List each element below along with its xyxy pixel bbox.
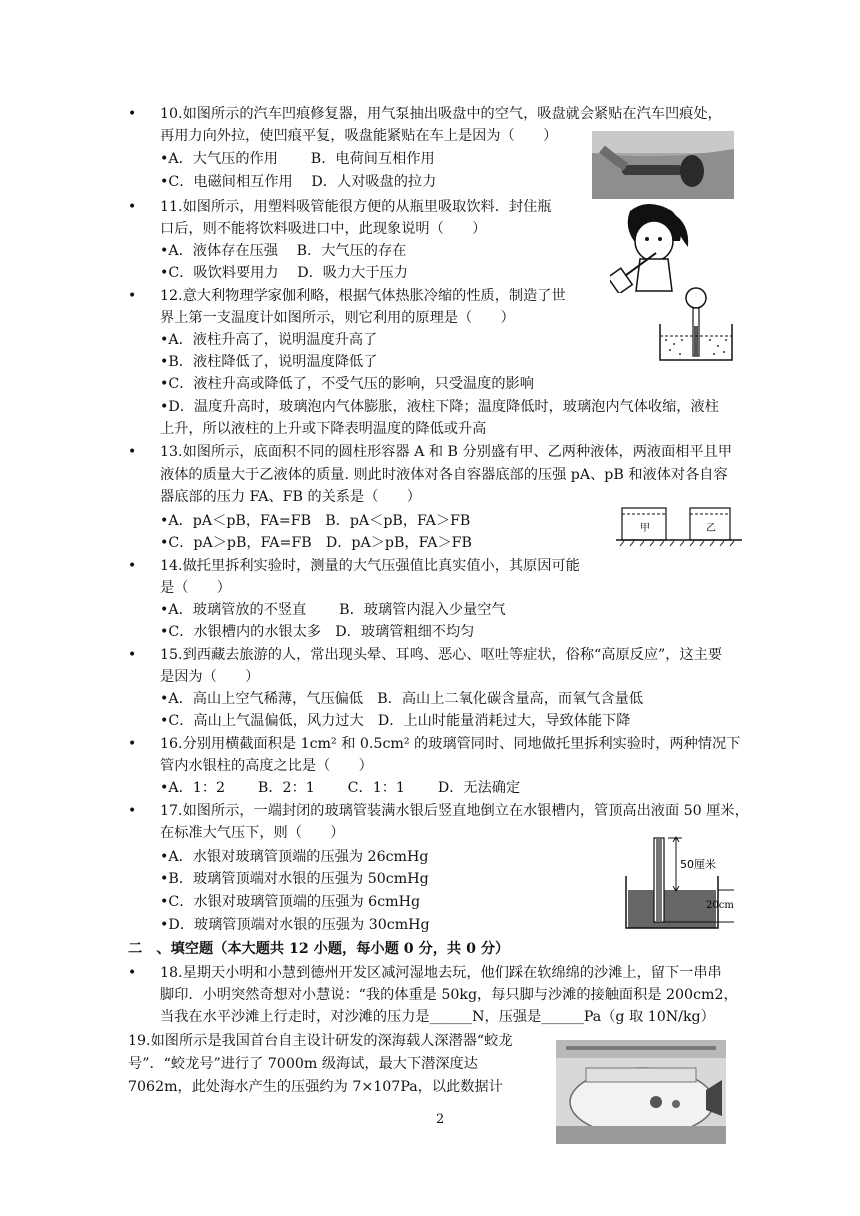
q12-option-d-cont: 上升，所以液柱的上升或下降表明温度的降低或升高	[160, 421, 487, 437]
q19-line-1: 19.如图所示是我国首台自主设计研发的深海载人深潜器“蛟龙	[128, 1033, 513, 1049]
q14-option-ab: •A．玻璃管放的不竖直 B．玻璃管内混入少量空气	[160, 602, 506, 618]
dent-repairer-photo	[592, 131, 734, 199]
q13-option-ab: •A．pA＜pB，FA=FB B．pA＜pB，FA＞FB	[160, 513, 471, 529]
q19-line-2: 号”．“蛟龙号”进行了 7000m 级海试，最大下潜深度达	[128, 1056, 478, 1072]
q11-option-ab: •A．液体存在压强 B．大气压的存在	[160, 243, 407, 259]
q16-options: •A．1：2 B．2：1 C．1：1 D．无法确定	[160, 780, 521, 796]
height-label-20: 20cm	[706, 900, 734, 911]
container-label-yi: 乙	[706, 523, 716, 534]
q18-line-1: 18.星期天小明和小慧到德州开发区减河湿地去玩，他们踩在软绵绵的沙滩上，留下一串串	[160, 965, 722, 981]
girl-drinking-figure	[610, 201, 692, 293]
q10-stem-2: 再用力向外拉，使凹痕平复，吸盘能紧贴在车上是因为（ ）	[160, 128, 558, 144]
q10-stem-1: 10.如图所示的汽车凹痕修复器，用气泵抽出吸盘中的空气，吸盘就会紧贴在汽车凹痕处，	[160, 106, 722, 122]
q17-option-b: •B．玻璃管顶端对水银的压强为 50cmHg	[160, 871, 429, 887]
q15-option-ab: •A．高山上空气稀薄，气压偏低 B．高山上二氧化碳含量高，而氧气含量低	[160, 691, 644, 707]
torricelli-tube-figure	[622, 832, 744, 932]
height-label-50: 50厘米	[680, 858, 716, 871]
q12-option-c: •C．液柱升高或降低了，不受气压的影响，只受温度的影响	[160, 376, 534, 392]
q14-stem-1: 14.做托里拆利实验时，测量的大气压强值比真实值小，其原因可能	[160, 558, 580, 574]
q13-option-cd: •C．pA＞pB，FA=FB D．pA＞pB，FA＞FB	[160, 535, 472, 551]
q13-stem-1: 13.如图所示，底面积不同的圆柱形容器 A 和 B 分别盛有甲、乙两种液体，两液面相平且甲	[160, 444, 733, 460]
q15-stem-2: 是因为（ ）	[160, 669, 260, 685]
q14-stem-2: 是（ ）	[160, 580, 231, 596]
container-label-jia: 甲	[640, 523, 650, 534]
q12-option-d: •D．温度升高时，玻璃泡内气体膨胀，液柱下降；温度降低时，玻璃泡内气体收缩，液柱	[160, 399, 719, 415]
q14-option-cd: •C．水银槽内的水银太多 D．玻璃管粗细不均匀	[160, 624, 475, 640]
bullet: •	[128, 444, 137, 460]
two-containers-figure	[614, 500, 746, 550]
q15-stem-1: 15.到西藏去旅游的人，常出现头晕、耳鸣、恶心、呕吐等症状，俗称“高原反应”，这主要	[160, 647, 723, 663]
q17-option-a: •A．水银对玻璃管顶端的压强为 26cmHg	[160, 849, 429, 865]
bullet: •	[128, 647, 137, 663]
q12-option-a: •A．液柱升高了，说明温度升高了	[160, 332, 378, 348]
q12-stem-1: 12.意大利物理学家伽利略，根据气体热胀冷缩的性质，制造了世	[160, 288, 566, 304]
q18-line-3: 当我在水平沙滩上行走时，对沙滩的压力是______N，压强是______Pa（g 取 10N/kg）	[160, 1009, 715, 1025]
bullet: •	[128, 558, 137, 574]
q11-stem-2: 口后，则不能将饮料吸进口中，此现象说明（ ）	[160, 221, 487, 237]
q16-stem-2: 管内水银柱的高度之比是（ ）	[160, 758, 373, 774]
q10-option-ab: •A．大气压的作用 B．电荷间互相作用	[160, 151, 435, 167]
bullet: •	[128, 106, 137, 122]
q17-option-c: •C．水银对玻璃管顶端的压强为 6cmHg	[160, 894, 421, 910]
page-number: 2	[436, 1112, 445, 1127]
jiaolong-submersible-photo	[556, 1040, 726, 1144]
galileo-thermometer-figure	[656, 284, 736, 366]
bullet: •	[128, 965, 137, 981]
q17-option-d: •D．玻璃管顶端对水银的压强为 30cmHg	[160, 917, 430, 933]
bullet: •	[128, 736, 137, 752]
q15-option-cd: •C．高山上气温偏低，风力过大 D．上山时能量消耗过大，导致体能下降	[160, 713, 631, 729]
q10-option-cd: •C．电磁间相互作用 D．人对吸盘的拉力	[160, 174, 437, 190]
q17-stem-1: 17.如图所示，一端封闭的玻璃管装满水银后竖直地倒立在水银槽内，管顶高出液面 50 厘米，	[160, 803, 749, 819]
q17-stem-2: 在标准大气压下，则（ ）	[160, 825, 345, 841]
q13-stem-2: 液体的质量大于乙液体的质量. 则此时液体对各自容器底部的压强 pA、pB 和液体对各自容	[160, 467, 728, 483]
bullet: •	[128, 199, 137, 215]
section-heading-fill-in: 二 、填空题（本大题共 12 小题，每小题 0 分，共 0 分）	[128, 941, 510, 957]
q12-option-b: •B．液柱降低了，说明温度降低了	[160, 354, 378, 370]
q19-line-3: 7062m，此处海水产生的压强约为 7×107Pa，以此数据计	[128, 1079, 503, 1095]
q13-stem-3: 器底部的压力 FA、FB 的关系是（ ）	[160, 489, 421, 505]
q18-line-2: 脚印．小明突然奇想对小慧说：“我的体重是 50kg，每只脚与沙滩的接触面积是 200cm2，	[160, 987, 738, 1003]
q16-stem-1: 16.分别用横截面积是 1cm² 和 0.5cm² 的玻璃管同时、同地做托里拆利实验时，两种情况下	[160, 736, 741, 752]
bullet: •	[128, 288, 137, 304]
q12-stem-2: 界上第一支温度计如图所示，则它利用的原理是（ ）	[160, 310, 515, 326]
q11-stem-1: 11.如图所示，用塑料吸管能很方便的从瓶里吸取饮料．封住瓶	[160, 199, 552, 215]
q11-option-cd: •C．吸饮料要用力 D．吸力大于压力	[160, 265, 408, 281]
bullet: •	[128, 803, 137, 819]
